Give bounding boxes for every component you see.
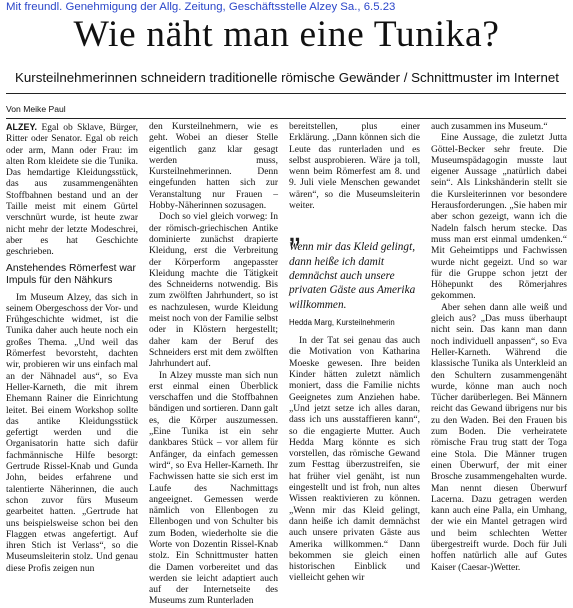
dateline: ALZEY.: [6, 122, 38, 132]
article-column-2: [149, 122, 279, 607]
paragraph: Doch so viel gleich vorweg: In der römisch-griechischen Antike dominierte zunächst drapierte Kleidung, erst die Verbreitung der Körperform angepasster Kleidung machte die Tätigkeit des Schneiderns notwendig. Bis zum zwölften Jahrhundert, so ist es nachzulesen, wurde Kleidung meist noch von der Familie selbst oder in Klöstern hergestellt; daher kam der Beruf des Schneiders erst mit dem zwölften Jahrhundert auf.: [149, 212, 278, 370]
subheading: Anstehendes Römerfest war Impuls für den Nähkurs: [6, 262, 136, 286]
pull-quote-text: Wenn mir das Kleid gelingt, dann heiße ich damit demnächst auch unsere privaten Gäste aus Amerika willkommen.: [289, 241, 416, 311]
paragraph: bereitstellen, plus einer Erklärung. „Dann können sich die Leute das runterladen und es selbst ausprobieren. Wäre ja toll, wenn beim Römerfest am 8. und 9. Juli viele Menschen gewandet wären“, so die Museumsleiterin weiter.: [289, 122, 420, 212]
paragraph: Aber sehen dann alle weiß und gleich aus? „Das muss überhaupt nicht sein. Das kann man dann noch individuell anpassen“, so Eva Heller-Karneth. Während die klassische Tunika als Unterkleid an den Schultern zusammengenäht wurde, könne man auch noch Tücher darüberlegen. Bei Männern reicht das Gewand übrigens nur bis zu den Waden. Bei den Frauen bis zum Boden. Die verheiratete römische Frau trug statt der Toga eine Stola. Die Männer trugen einen Überwurf, der mit einer Brosche zusammengehalten wurde. Man nennt diesen Überwurf Lacerna. Dazu getragen werden kann auch eine Palla, ein Umhang, der wie ein Mantel getragen wird und beim schlechten Wetter übergestreift wurde. Doch für Juli hoffen natürlich alle auf Gutes Kaiser (Caesar-)Wetter.: [431, 302, 567, 573]
pull-quote: [289, 211, 420, 328]
rule-byline: [6, 118, 566, 119]
headline: Wie näht man eine Tunika?: [73, 14, 500, 55]
paragraph: auch zusammen ins Museum.“: [431, 122, 548, 132]
article-column-3: [289, 122, 420, 598]
subheadline: Kursteilnehmerinnen schneidern traditionelle römische Gewänder / Schnittmuster im Internet: [15, 70, 559, 85]
article-column-4: [431, 122, 567, 598]
paragraph-text: Egal ob Sklave, Bürger, Ritter oder Senator. Egal ob reich oder arm, Mann oder Frau: im alten Rom kleidete sie die Tunika. Das hemdartige Kleidungsstück, das aus zusammengenähten Stoffbahnen bestand und an der Taille meist mit einem Gürtel verschnürt wurde, ist heute zwar nicht mehr der letzte Modeschrei, aber es hat Geschichte geschrieben.: [6, 123, 139, 258]
pull-quote-source: Hedda Marg, Kursteilnehmerin: [289, 317, 395, 327]
author-byline: Von Meike Paul: [6, 104, 66, 114]
paragraph: In Alzey musste man sich nun erst einmal einen Überblick verschaffen und die Stoffbahnen bändigen und sortieren. Dann galt es, die Körper auszumessen. „Eine Tunika ist ein sehr dankbares Stück – vor allem für Anfänger, da einfach gemessen wird“, so Eva Heller-Karneth. Ihr Fachwissen hatte sie sich erst im Laufe des Nachmittags angeeignet. Gemessen werde nämlich von Ellenbogen zu Ellenbogen und von Schulter bis zum Boden, wiederholte sie die Worte von Dozentin Rissel-Knab stolz. Ein Schnittmuster hatten die Damen vorbereitet und das werden sie leicht adaptiert auch auf der Internetseite des Museums zum Runterladen: [149, 370, 279, 607]
article-column-1: [6, 122, 138, 598]
paragraph: Im Museum Alzey, das sich in seinem Obergeschoss der Vor- und Frühgeschichte widmet, ist die Tunika daher auch heute noch ein großes Thema. „Und weil das Römerfest bevorsteht, dachten wir, probieren wir uns einfach mal an der Nähnadel aus“, so Eva Heller-Karneth, die mit ihrem Ehemann Rainer die Einrichtung leitet. Bei einem Workshop sollte das antike Kleidungsstück gefertigt werden und die Organisatorin hatte sich dafür fachmännische Hilfe besorgt: Gertrude Rissel-Knab und Gunda John, beides erfahrene und talentierte Näherinnen, die auch schon zuvor fürs Museum gearbeitet hatten. „Gertrude hat uns beispielsweise schon bei den Flaggen etwas angefertigt. Auf ihren Stich ist Verlass“, so die Museumsleiterin stolz. Und genau diese Profis zeigen nun: [6, 292, 138, 574]
paragraph: Eine Aussage, die zuletzt Jutta Göttel-Becker sehr freute. Die Museumspädagogin musste laut eigener Aussage „natürlich dabei sein“. Als Linkshänderin stellt sie die Kursleiterinnen vor besondere Herausforderungen. „Sie haben mir aber schon gezeigt, wann ich die Nadeln falsch herum stecke. Das muss man erst einmal umdenken.“ Mit Geheimtipps und Fachwissen wurde nicht gegeizt. Und so war für die Gruppe schon jetzt der Höhepunkt des Römerjahres gekommen.: [431, 133, 567, 302]
rule-top: [6, 93, 566, 94]
reprint-credit: Mit freundl. Genehmigung der Allg. Zeitung, Geschäftsstelle Alzey Sa., 6.5.23: [6, 1, 396, 13]
paragraph: In der Tat sei genau das auch die Motivation von Katharina Moeske gewesen. Ihre beiden Kinder hätten zuletzt nämlich moniert, dass die Familie nichts Geeignetes zum Anziehen habe. „Und jetzt setze ich alles daran, dass ich uns ausstaffieren kann“, so die engagierte Mutter. Auch Hedda Marg könnte es sich vorstellen, das römische Gewand zum Festtag überzustreifen, sie hat früher viel genäht, ist nun eingestellt und ist froh, nun altes Wissen reaktivieren zu können. „Wenn mir das Kleid gelingt, dann heiße ich damit demnächst auch unsere privaten Gäste aus Amerika willkommen.“ Dann bekommen sie gleich einen historischen Einblick und vielleicht gehen wir: [289, 336, 420, 584]
quote-mark-icon: „: [289, 211, 301, 250]
paragraph: den Kursteilnehmern, wie es geht. Wobei an dieser Stelle eigentlich ganz klar gesagt werden muss, Kursteilnehmerinnen. Denn eingefunden hatten sich zur Veranstaltung nur Frauen – Hobby-Näherinnen sozusagen.: [149, 122, 278, 212]
paragraph: [6, 122, 138, 259]
